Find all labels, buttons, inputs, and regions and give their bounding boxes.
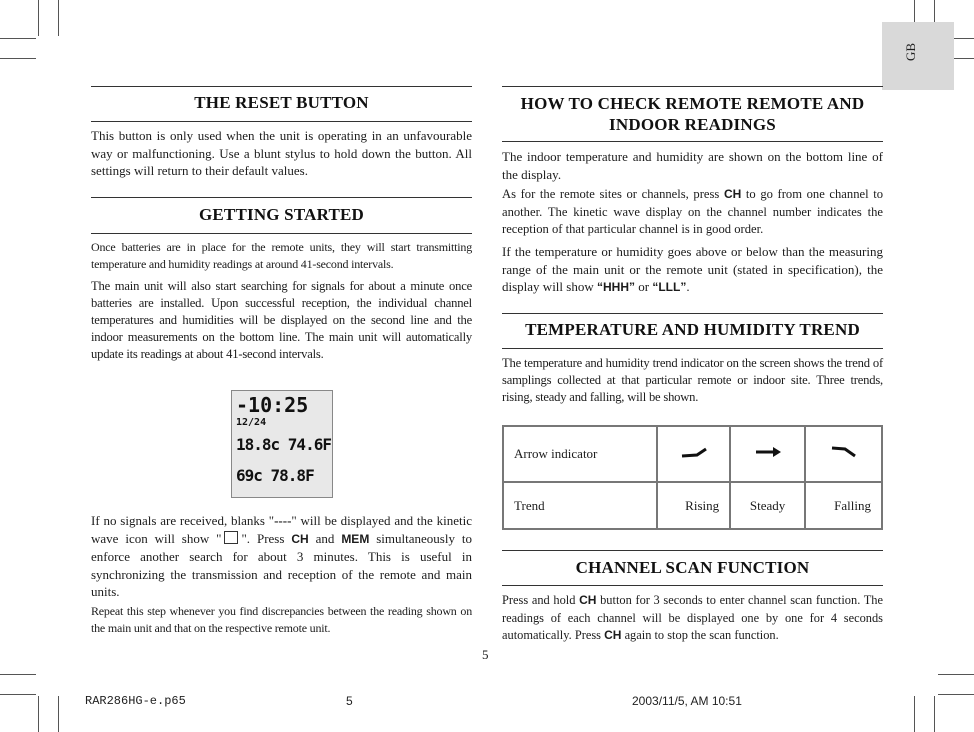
reset-text: This button is only used when the unit is operating in an unfavourable way or malfunctioning. Use a blunt stylus to hold down the button. All settings will return to their default values. [91,128,472,178]
crop-mark [938,694,974,695]
crop-mark [934,696,935,732]
check-p2-a: As for the remote sites or channels, press [502,187,720,201]
check-heading-line2: INDOOR READINGS [609,115,776,134]
lll-label: “LLL” [652,280,687,294]
crop-mark [914,696,915,732]
divider [502,585,883,586]
mem-key-label: MEM [341,531,370,546]
crop-mark [38,0,39,36]
crop-mark [938,674,974,675]
p3-text-a: If no signals are received, blanks " [91,513,275,528]
steady-arrow-icon [730,426,805,482]
p3-text-c: ". Press [241,530,285,546]
trend-steady: Steady [730,482,805,529]
getting-started-p3 [91,512,472,601]
table-row [503,482,882,529]
scan-text-a: Press and hold [502,593,576,607]
divider [502,313,883,314]
blank-indicator: ---- [274,513,292,528]
ch-key-label: CH [604,628,622,642]
trend-label: Trend [503,482,657,529]
check-readings-heading [502,93,883,135]
ch-key-label: CH [579,593,597,607]
divider [502,348,883,349]
falling-arrow-icon [805,426,882,482]
divider [91,197,472,198]
lcd-date: 12/24 [236,417,267,428]
lcd-indoor-reading: 69c 78.8F [236,466,314,485]
arrow-indicator-label: Arrow indicator [503,426,657,482]
check-p3-a: If the temperature or humidity goes above or below than the measuring range of the main unit or the remote unit (stated in specification), the display will show [502,244,883,294]
divider [91,233,472,234]
crop-mark [58,0,59,36]
crop-mark [0,674,36,675]
divider [91,121,472,122]
page-number: 5 [482,647,489,662]
getting-started-p2: The main unit will also start searching for signals for about a minute once batteries are installed. Upon successful reception, the individual channel temperatures and humidities will be displayed on the second line and the indoor measurements on the bottom line. The main unit will automatically update its readings at about 41-second intervals. [91,279,472,361]
language-tab [882,22,954,90]
footer-timestamp: 2003/11/5, AM 10:51 [632,694,742,708]
crop-mark [58,696,59,732]
p3-text-d: simultaneously to enforce another search for about 3 minutes. This is useful in synchronizing the transmission and reception of the remote and main units. [91,530,472,599]
check-p2-b: to go from one channel to another. The kinetic wave display on the channel number indicates the reception of that particular channel is in good order. [502,187,883,236]
check-p1: The indoor temperature and humidity are shown on the bottom line of the display. [502,149,883,182]
check-p3-end: . [686,279,690,294]
getting-started-p1: Once batteries are in place for the remote units, they will start transmitting temperature and humidity readings at around 41-second intervals. [91,240,472,271]
crop-mark [0,38,36,39]
ch-key-label: CH [291,531,309,546]
divider [502,86,883,87]
scan-text [502,592,883,645]
lcd-time: -10:25 [236,393,309,417]
crop-mark [0,694,36,695]
language-tab-label: GB [903,42,918,62]
crop-mark [0,58,36,59]
check-p3-or: or [638,279,650,294]
kinetic-wave-icon [224,531,238,544]
lcd-remote-reading: 18.8c 74.6F [236,435,331,454]
divider [502,550,883,551]
getting-started-p4: Repeat this step whenever you find discrepancies between the reading shown on the main unit and that on the respective remote unit. [91,604,472,635]
lcd-display-illustration [231,390,333,498]
check-p3 [502,243,883,297]
scan-heading: CHANNEL SCAN FUNCTION [575,558,810,577]
check-p2 [502,186,883,239]
table-row [503,426,882,482]
getting-started-heading: GETTING STARTED [198,205,365,224]
divider [502,141,883,142]
p3-text-b: " will be displayed and the kinetic wave icon will show " [91,513,472,546]
crop-mark [38,696,39,732]
reset-heading: THE RESET BUTTON [194,93,369,112]
p3-and: and [315,530,335,546]
hhh-label: “HHH” [596,280,635,294]
divider [91,86,472,87]
trend-rising: Rising [657,482,730,529]
check-heading-line1: HOW TO CHECK REMOTE REMOTE AND [520,94,865,113]
trend-text: The temperature and humidity trend indicator on the screen shows the trend of samplings collected at that particular remote or indoor site. Three trends, rising, steady and falling, will be shown. [502,356,883,404]
ch-key-label: CH [723,187,742,201]
scan-text-c: again to stop the scan function. [624,628,779,642]
footer-page: 5 [346,694,353,708]
footer-filename: RAR286HG-e.p65 [85,694,186,708]
rising-arrow-icon [657,426,730,482]
trend-falling: Falling [805,482,882,529]
trend-heading: TEMPERATURE AND HUMIDITY TREND [525,320,860,339]
trend-table [502,425,883,530]
scan-text-b: button for 3 seconds to enter channel scan function. The readings of each channel will be displayed one by one for 4 seconds automatically. Press [502,593,883,642]
